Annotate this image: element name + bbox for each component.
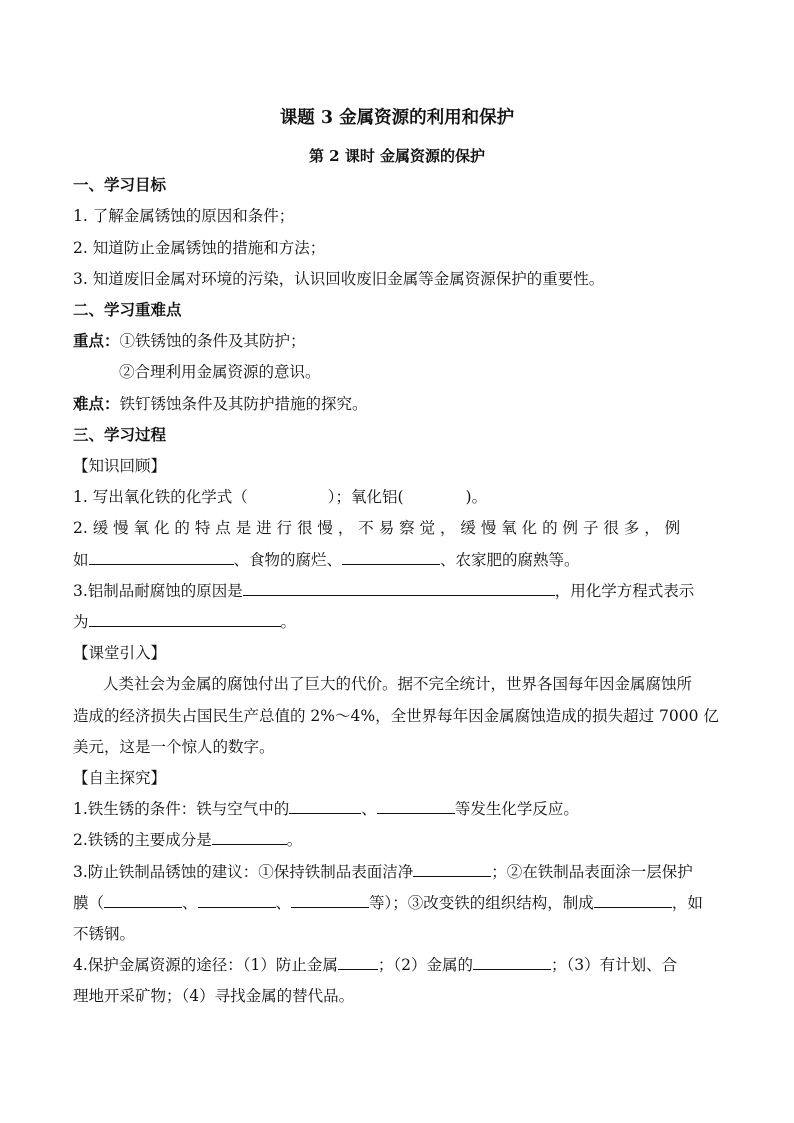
- intro-paragraph-line-1: 人类社会为金属的腐蚀付出了巨大的代价。据不完全统计，世界各国每年因金属腐蚀所: [103, 675, 693, 693]
- goal-item-2: 2. 知道防止金属锈蚀的措施和方法；: [73, 239, 326, 257]
- key-point-line-1: [73, 330, 734, 352]
- review-2-text-b: 、食物的腐烂、: [233, 551, 343, 569]
- rust-condition-blank-1[interactable]: [289, 798, 361, 814]
- review-3-text-d: 。: [280, 613, 297, 631]
- explore-2-text-a: 2.铁锈的主要成分是: [73, 831, 212, 849]
- keep-clean-blank[interactable]: [413, 861, 491, 877]
- review-heading: 【知识回顾】: [73, 457, 167, 475]
- explore-heading: 【自主探究】: [73, 769, 167, 787]
- explore-item-3-line-1: [73, 861, 734, 883]
- section-heading-goals: 一、学习目标: [73, 175, 167, 194]
- difficulty-label: 难点：: [73, 394, 120, 413]
- section-heading-key-points: 二、学习重难点: [73, 300, 182, 319]
- rust-condition-blank-2[interactable]: [377, 798, 455, 814]
- explore-item-3-line-2: [73, 892, 734, 914]
- explore-1-text-b: 、: [361, 800, 377, 818]
- review-item-3-line-2: [73, 611, 734, 633]
- review-item-2-line-2: [73, 549, 734, 571]
- protective-film-blank-2[interactable]: [198, 892, 276, 908]
- key-point-label: 重点：: [73, 331, 120, 350]
- key-point-2: ②合理利用金属资源的意识。: [119, 363, 321, 381]
- explore-3-text-f: 等）；③改变铁的组织结构，制成: [369, 894, 594, 912]
- explore-1-text-a: 1.铁生锈的条件：铁与空气中的: [73, 800, 290, 818]
- page-subtitle: 第 2 课时 金属资源的保护: [308, 147, 486, 165]
- difficulty-line: [73, 393, 734, 415]
- intro-paragraph-line-3: 美元，这是一个惊人的数字。: [73, 738, 275, 756]
- review-2-text-c: 、农家肥的腐熟等。: [440, 551, 580, 569]
- explore-3-text-e: 、: [275, 894, 292, 912]
- goal-item-3: 3. 知道废旧金属对环境的污染，认识回收废旧金属等金属资源保护的重要性。: [73, 270, 605, 288]
- explore-item-4-line-2: 理地开采矿物；（4）寻找金属的替代品。: [73, 987, 355, 1005]
- difficulty-text: 铁钉锈蚀条件及其防护措施的探究。: [119, 395, 368, 413]
- goal-item-1: 1. 了解金属锈蚀的原因和条件；: [73, 207, 295, 225]
- review-item-2-line-1: 2. 缓 慢 氧 化 的 特 点 是 进 行 很 慢 ， 不 易 察 觉 ， 缓 慢 氧 化 的 例 子 很 多 ， 例: [73, 519, 681, 537]
- review-item-1: [73, 486, 734, 508]
- review-3-text-a: 3.铝制品耐腐蚀的原因是: [73, 582, 243, 600]
- review-3-text-c: 为: [73, 613, 89, 631]
- key-point-1: ①铁锈蚀的条件及其防护；: [119, 332, 306, 350]
- explore-item-3-line-3: 不锈钢。: [73, 925, 136, 943]
- review-item-3-line-1: [73, 580, 734, 602]
- slow-oxidation-example-blank-2[interactable]: [342, 549, 440, 565]
- explore-4-text-a: 4.保护金属资源的途径：（1）防止金属: [73, 956, 338, 974]
- explore-item-2: [73, 829, 734, 851]
- aluminum-corrosion-reason-blank[interactable]: [243, 580, 555, 596]
- protective-film-blank-1[interactable]: [104, 892, 182, 908]
- explore-3-text-d: 、: [182, 894, 198, 912]
- explore-3-text-b: ；②在铁制品表面涂一层保护: [491, 863, 693, 881]
- protective-film-blank-3[interactable]: [291, 892, 369, 908]
- page-title: 课题 3 金属资源的利用和保护: [279, 108, 515, 128]
- rust-component-blank[interactable]: [212, 829, 287, 845]
- explore-3-text-a: 3.防止铁制品锈蚀的建议：①保持铁制品表面洁净: [73, 863, 414, 881]
- explore-2-text-b: 。: [286, 831, 303, 849]
- review-1-text-b: ）；氧化铝(: [327, 488, 404, 506]
- explore-3-text-g: ，如: [671, 894, 703, 912]
- explore-3-text-c: 膜（: [73, 894, 105, 912]
- explore-4-text-b: ；（2）金属的: [377, 956, 474, 974]
- prevent-metal-blank[interactable]: [338, 954, 378, 970]
- section-heading-process: 三、学习过程: [73, 425, 167, 444]
- alloy-blank[interactable]: [594, 892, 672, 908]
- intro-heading: 【课堂引入】: [73, 644, 167, 662]
- metal-recycling-blank[interactable]: [473, 954, 551, 970]
- explore-4-text-c: ；（3）有计划、合: [551, 956, 678, 974]
- explore-1-text-c: 等发生化学反应。: [454, 800, 579, 818]
- explore-item-4-line-1: [73, 954, 734, 976]
- slow-oxidation-example-blank-1[interactable]: [89, 549, 234, 565]
- explore-item-1: [73, 798, 734, 820]
- intro-paragraph-line-2: 造成的经济损失占国民生产总值的 2%～4%，全世界每年因金属腐蚀造成的损失超过 7000 亿: [73, 707, 719, 725]
- review-1-text-c: )。: [465, 488, 488, 506]
- chemical-equation-blank[interactable]: [89, 611, 281, 627]
- review-1-text-a: 1. 写出氧化铁的化学式（: [73, 488, 248, 506]
- review-2-text-a: 如: [73, 551, 89, 569]
- review-3-text-b: ，用化学方程式表示: [554, 582, 695, 600]
